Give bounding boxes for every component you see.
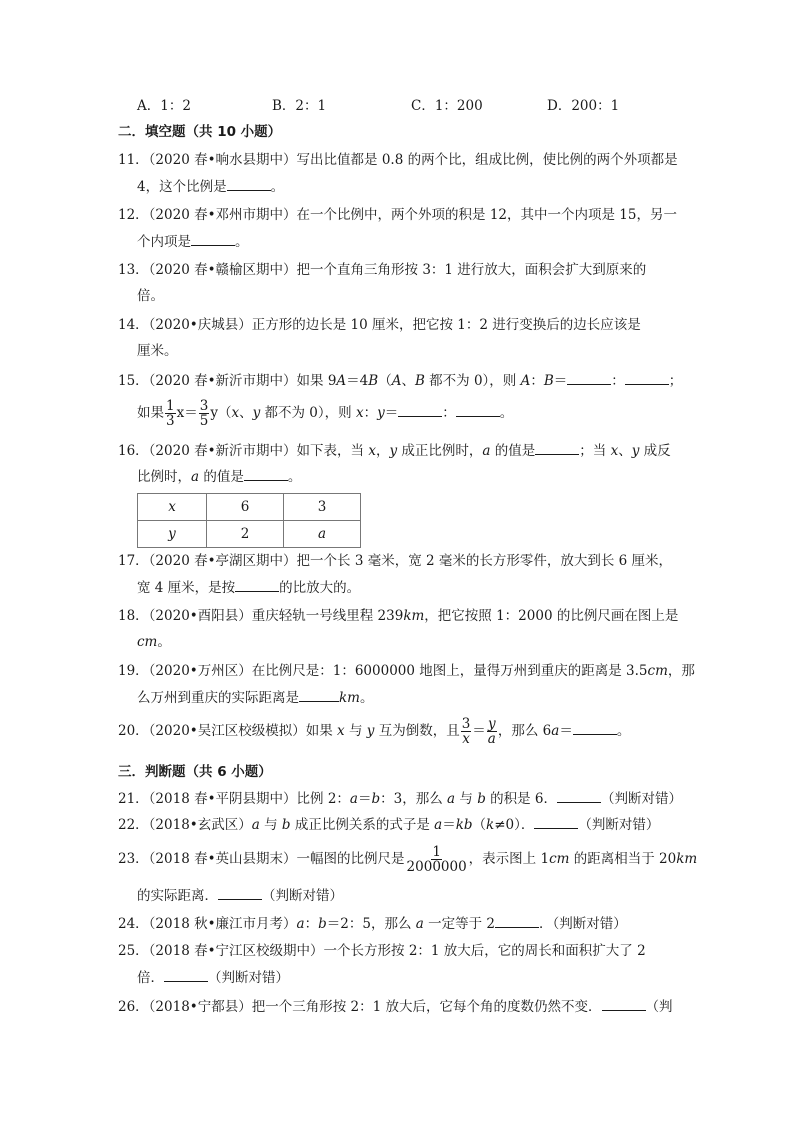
fraction: $\frac{y}{a}$ xyxy=(487,716,496,747)
question-25-line-2: 倍． （判断对错） xyxy=(137,967,289,988)
question-14-line-2: 厘米。 xyxy=(137,343,178,359)
answer-blank xyxy=(299,687,339,702)
question-17-line-1: 17．（2020 春•亭湖区期中）把一个长 3 毫米，宽 2 毫米的长方形零件，放大到长 6 厘米， xyxy=(118,553,673,569)
answer-blank xyxy=(164,967,208,982)
table-cell: 6 xyxy=(207,494,284,521)
question-20: 20．（2020•吴江区校级模拟）如果 x 与 y 互为倒数，且 $\frac{3}{x}$ ＝ $\frac{y}{a}$ ，那么 6a＝ 。 xyxy=(118,716,631,747)
table-row xyxy=(138,521,361,548)
table-cell: 3 xyxy=(284,494,361,521)
answer-blank xyxy=(456,402,500,417)
option-d: D．200：1 xyxy=(547,98,620,114)
answer-blank xyxy=(534,814,578,829)
question-22: 22．（2018•玄武区）a 与 b 成正比例关系的式子是 a＝kb（k≠0）． （判断对错） xyxy=(118,814,659,835)
question-12-line-1: 12．（2020 春•邓州市期中）在一个比例中，两个外项的积是 12，其中一个内项是 15，另一 xyxy=(118,207,677,223)
fraction: $\frac{3}{5}$ xyxy=(199,398,209,429)
question-14-line-1: 14．（2020•庆城县）正方形的边长是 10 厘米，把它按 1：2 进行变换后的边长应该是 xyxy=(118,317,641,333)
answer-blank xyxy=(625,370,669,385)
answer-blank xyxy=(602,996,646,1011)
question-21: 21．（2018 春•平阴县期中）比例 2：a＝b：3，那么 a 与 b 的积是 6． （判断对错） xyxy=(118,788,682,809)
answer-blank xyxy=(227,176,271,191)
question-16-line-1: 16．（2020 春•新沂市期中）如下表，当 x，y 成正比例时，a 的值是 ；当 x、y 成反 xyxy=(118,440,671,461)
section-title-fill-in: 二．填空题（共 10 小题） xyxy=(118,124,282,140)
question-13-line-2: 倍。 xyxy=(137,288,164,304)
table-cell: x xyxy=(138,494,207,521)
question-12-line-2: 个内项是 。 xyxy=(137,231,249,252)
answer-blank xyxy=(557,788,601,803)
question-23-line-2: 的实际距离． （判断对错） xyxy=(137,885,343,906)
table-cell: 2 xyxy=(207,521,284,548)
fraction: $\frac{3}{x}$ xyxy=(461,716,471,747)
table-row xyxy=(138,494,361,521)
answer-blank xyxy=(235,577,279,592)
question-11-line-2: 4，这个比例是 。 xyxy=(137,176,284,197)
fraction: $\frac{1}{3}$ xyxy=(166,398,175,429)
question-13-line-1: 13．（2020 春•赣榆区期中）把一个直角三角形按 3：1 进行放大，面积会扩大到原来的 xyxy=(118,262,647,278)
answer-blank xyxy=(218,885,262,900)
question-16-line-2: 比例时，a 的值是 。 xyxy=(137,466,301,487)
question-25-line-1: 25．（2018 春•宁江区校级期中）一个长方形按 2：1 放大后，它的周长和面积扩大了 2 xyxy=(118,943,646,959)
question-26-line-1: 26．（2018•宁都县）把一个三角形按 2：1 放大后，它每个角的度数仍然不变． （判 xyxy=(118,996,673,1017)
answer-blank xyxy=(191,231,235,246)
question-19-line-1: 19．（2020•万州区）在比例尺是：1：6000000 地图上，量得万州到重庆的距离是 3.5cm，那 xyxy=(118,663,695,679)
table-cell: a xyxy=(284,521,361,548)
table-cell: y xyxy=(138,521,207,548)
answer-blank xyxy=(244,466,288,481)
option-b: B．2：1 xyxy=(272,98,327,114)
section-title-judgement: 三．判断题（共 6 小题） xyxy=(118,764,272,780)
question-19-line-2: 么万州到重庆的实际距离是 km。 xyxy=(137,687,373,708)
answer-blank xyxy=(567,370,611,385)
option-c: C．1：200 xyxy=(411,98,483,114)
answer-blank xyxy=(398,402,442,417)
question-24: 24．（2018 秋•廉江市月考）a：b＝2：5，那么 a 一定等于 2 ．（判断对错） xyxy=(118,913,627,934)
value-table xyxy=(137,493,361,548)
fraction: $\frac{1}{2000000}$ xyxy=(406,844,467,875)
question-18-line-2: cm。 xyxy=(137,634,171,650)
answer-blank xyxy=(573,720,617,735)
option-a: A．1：2 xyxy=(137,98,191,114)
answer-blank xyxy=(535,440,579,455)
question-17-line-2: 宽 4 厘米，是按 的比放大的。 xyxy=(137,577,360,598)
question-11-line-1: 11．（2020 春•响水县期中）写出比值都是 0.8 的两个比，组成比例，使比例的两个外项都是 xyxy=(118,152,678,168)
question-18-line-1: 18．（2020•酉阳县）重庆轻轨一号线里程 239km，把它按照 1：2000 的比例尺画在图上是 xyxy=(118,608,679,624)
question-15-line-1: 15．（2020 春•新沂市期中）如果 9A＝4B（A、B 都不为 0），则 A：B＝ ： ； xyxy=(118,370,682,391)
question-15-line-2: 如果 $\frac{1}{3}$ x＝ $\frac{3}{5}$ y（x、y 都不为 0），则 x：y＝ ： 。 xyxy=(137,398,514,429)
question-23-line-1: 23．（2018 春•英山县期末）一幅图的比例尺是 $\frac{1}{2000000}$ ，表示图上 1cm 的距离相当于 20km xyxy=(118,844,698,875)
answer-blank xyxy=(495,913,539,928)
